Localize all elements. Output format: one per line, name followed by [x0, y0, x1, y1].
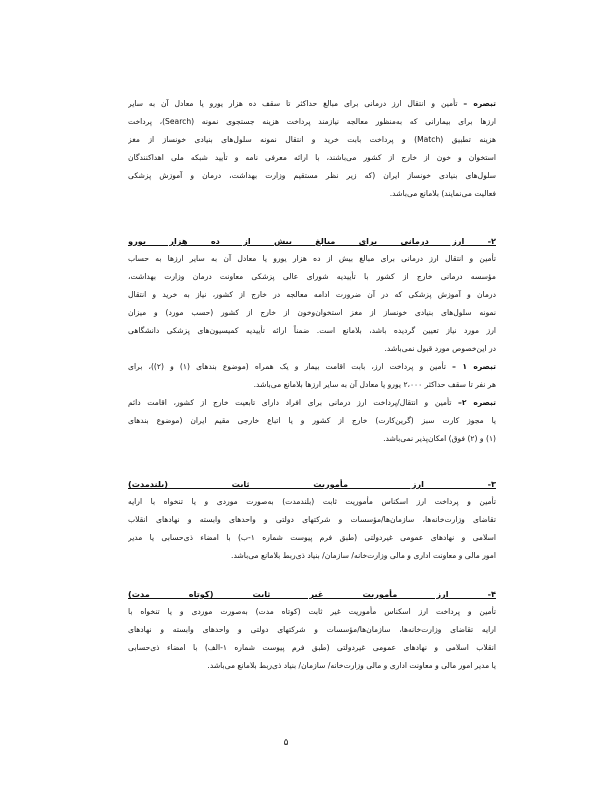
section-4	[128, 585, 496, 675]
section-4-line-2: ارایه تقاضای وزارت‌خانه‌ها، سازمان‌ها/مؤسسات و شرکتهای دولتی و واحدهای وابسته و نهادهای	[128, 625, 496, 634]
section-2-note2-line-2: یا مجوز کارت سبز (گرین‌کارت) خارج از کشور و یا اتباع خارجی مقیم ایران (موضوع بندهای	[128, 416, 496, 425]
section-2-line-3: درمان و آموزش پزشکی که در آن ضرورت ادامه معالجه در خارج از کشور، نیاز به خرید و انتقال	[128, 290, 496, 299]
note-line-4: استخوان و خون از خارج از کشور می‌باشند، با ارائه معرفی نامه و تأیید شبکه ملی اهداکنندگان	[128, 153, 496, 162]
section-4-line-4: یا مدیر امور مالی و معاونت اداری و مالی وزارت‌خانه/ سازمان/ بنیاد ذی‌ربط بلامانع می‌باشد.	[207, 661, 496, 670]
note-line-2: ارزها برای بیمارانی که به‌منظور معالجه نیازمند پرداخت هزینه جستجوی نمونه (Search)، پرداخت	[128, 117, 496, 126]
section-2-heading: ۲- ارز درمانی برای مبالغ بیش از ده هزار یورو	[128, 236, 496, 246]
note-line-1: تبصره – تأمین و انتقال ارز درمانی برای مبالغ حداکثر تا سقف ده هزار یورو یا معادل آن به سایر	[128, 99, 496, 108]
note-paragraph	[128, 95, 496, 203]
section-2-note2-line-1: تبصره ۲– تأمین و انتقال/پرداخت ارز درمانی برای افراد دارای تابعیت خارج از کشور، اقامت دائم	[128, 398, 496, 407]
section-3-line-2: تقاضای وزارت‌خانه‌ها، سازمان‌ها/مؤسسات و شرکتهای دولتی و واحدهای وابسته و نهادهای انقلاب	[128, 515, 496, 524]
section-4-line-1: تأمین و پرداخت ارز اسکناس مأموریت غیر ثابت (کوتاه مدت) به‌صورت موردی و یا تنخواه با	[128, 607, 496, 616]
section-3-line-3: اسلامی و نهادهای عمومی غیردولتی (طبق فرم پیوست شماره ۱-ب) با امضاء ذی‌حسابی یا مدیر	[128, 533, 496, 542]
section-2	[128, 232, 496, 448]
section-2-line-2: مؤسسه درمانی خارج از کشور با تأییدیه شورای عالی پزشکی معاونت درمان وزارت بهداشت،	[128, 272, 496, 281]
note-lead: تبصره –	[463, 99, 496, 108]
page-number: ۵	[283, 738, 289, 748]
section-4-heading: ۴- ارز مأموریت غیر ثابت (کوتاه مدت)	[128, 589, 496, 599]
note-line-5: سلول‌های بنیادی خونساز ایران (که زیر نظر مستقیم وزارت بهداشت، درمان و آموزش پزشکی	[128, 171, 496, 180]
section-2-note1-lead: تبصره ۱ –	[452, 362, 496, 371]
section-2-note2-lead: تبصره ۲–	[458, 398, 496, 407]
section-4-line-3: انقلاب اسلامی و نهادهای عمومی غیردولتی (طبق فرم پیوست شماره ۱-الف) با امضاء ذی‌حسابی	[128, 643, 496, 652]
section-3-line-1: تأمین و پرداخت ارز اسکناس مأموریت ثابت (بلندمدت) به‌صورت موردی و یا تنخواه با ارایه	[128, 497, 496, 506]
section-2-note2-line-3: (۱) و (۲) فوق) امکان‌پذیر نمی‌باشد.	[383, 434, 496, 443]
note-line-3: هزینه تطبیق (Match) و پرداخت بابت خرید و انتقال نمونه سلول‌های بنیادی خونساز از مغز	[128, 135, 496, 144]
section-3	[128, 475, 496, 565]
note-line-6: فعالیت می‌نمایند) بلامانع می‌باشد.	[389, 189, 496, 198]
section-2-note1-line-2: هر نفر تا سقف حداکثر ۲،۰۰۰ یورو یا معادل آن به سایر ارزها بلامانع می‌باشد.	[253, 380, 496, 389]
section-3-heading: ۳- ارز مأموریت ثابت (بلندمدت)	[128, 479, 496, 489]
section-2-line-6: در این‌خصوص مورد قبول نمی‌باشد.	[384, 344, 496, 353]
section-2-line-4: نمونه سلول‌های بنیادی خونساز از مغز استخوان‌وخون از خارج از کشور (حسب مورد) و میزان	[128, 308, 496, 317]
section-2-note1-line-1: تبصره ۱ – تأمین و پرداخت ارز، بابت اقامت بیمار و یک همراه (موضوع بندهای (۱) و (۲))، برای	[128, 362, 496, 371]
section-2-line-5: ارز مورد نیاز تعیین گردیده باشد، بلامانع است. ضمناً ارائه تأییدیه کمیسیون‌های پزشکی دانشگاهی	[128, 326, 496, 335]
section-3-line-4: امور مالی و معاونت اداری و مالی وزارت‌خانه/ سازمان/ بنیاد ذی‌ربط بلامانع می‌باشد.	[231, 551, 496, 560]
section-2-line-1: تأمین و انتقال ارز درمانی برای مبالغ بیش از ده هزار یورو یا معادل آن به سایر ارزها به حساب	[128, 254, 496, 263]
